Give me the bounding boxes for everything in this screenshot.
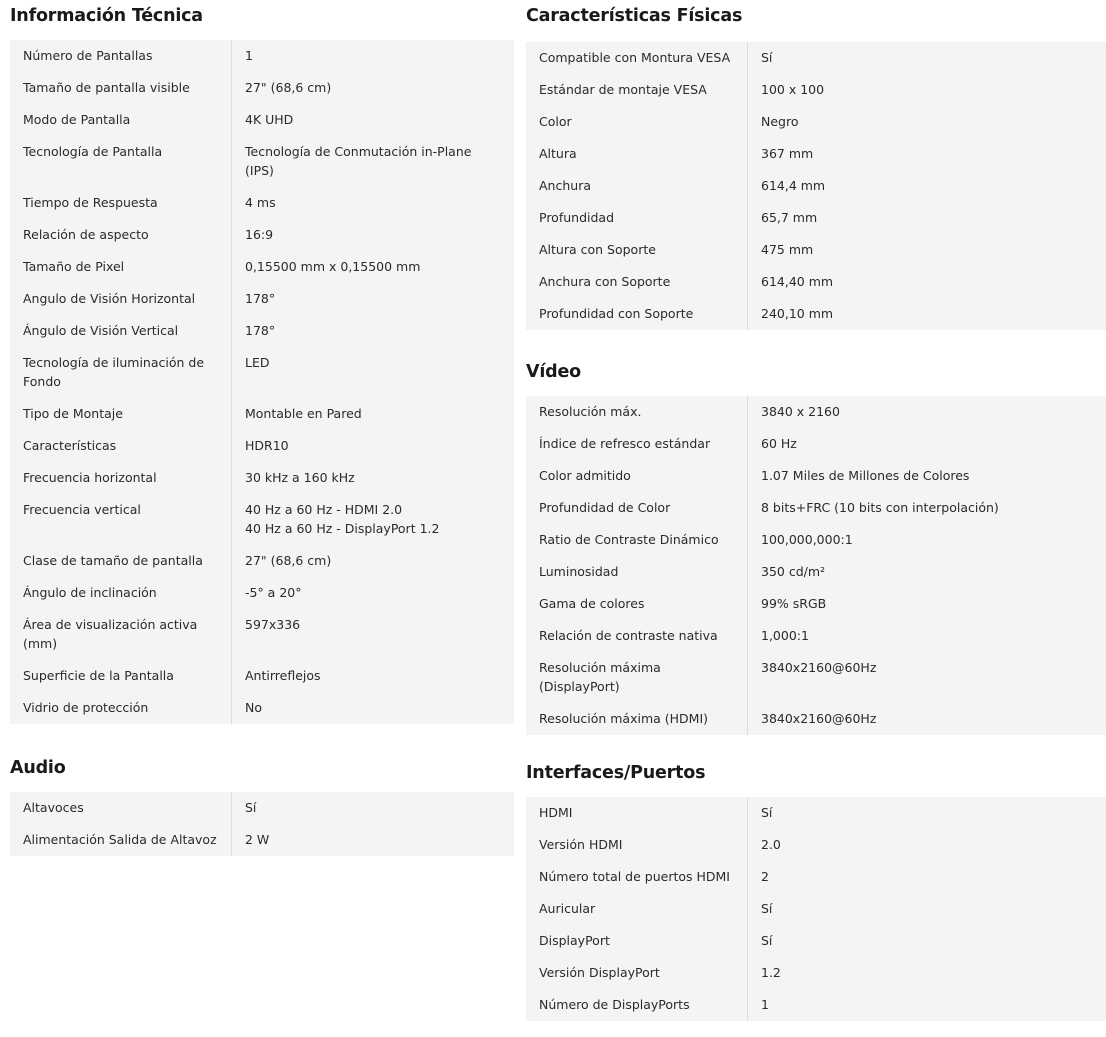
spec-label: Ángulo de Visión Vertical [10, 315, 232, 347]
spec-label: Tiempo de Respuesta [10, 187, 232, 219]
spec-value: -5° a 20° [245, 585, 302, 600]
spec-table [526, 42, 1106, 330]
spec-value: Sí [245, 800, 257, 815]
spec-row [10, 824, 514, 856]
section-audio [10, 752, 514, 856]
spec-value: 597x336 [245, 617, 301, 632]
spec-row [526, 460, 1106, 492]
spec-value: 3840 x 2160 [761, 404, 840, 419]
spec-label: Altavoces [10, 792, 232, 824]
spec-row [10, 347, 514, 398]
spec-label: Altura [526, 138, 748, 170]
spec-row [10, 577, 514, 609]
spec-label: Ratio de Contraste Dinámico [526, 524, 748, 556]
section-interfaces-puertos [526, 757, 1106, 1021]
spec-value: 4 ms [245, 195, 276, 210]
spec-value: 60 Hz [761, 436, 797, 451]
spec-value: 100 x 100 [761, 82, 825, 97]
spec-label: Auricular [526, 893, 748, 925]
spec-row [10, 430, 514, 462]
spec-value: 2.0 [761, 837, 781, 852]
spec-table [526, 797, 1106, 1021]
spec-value: 3840x2160@60Hz [761, 660, 877, 675]
spec-row [10, 72, 514, 104]
spec-label: Resolución máx. [526, 396, 748, 428]
spec-label: Área de visualización activa (mm) [10, 609, 232, 660]
spec-table [526, 396, 1106, 735]
section-title: Vídeo [526, 362, 581, 382]
spec-row [10, 545, 514, 577]
spec-value: Sí [761, 901, 773, 916]
spec-row [526, 106, 1106, 138]
spec-row [526, 42, 1106, 74]
spec-row [526, 829, 1106, 861]
spec-label: Relación de contraste nativa [526, 620, 748, 652]
spec-row [526, 202, 1106, 234]
spec-value: 8 bits+FRC (10 bits con interpolación) [761, 500, 999, 515]
spec-label: Vidrio de protección [10, 692, 232, 724]
spec-label: Tipo de Montaje [10, 398, 232, 430]
section-title: Interfaces/Puertos [526, 763, 706, 783]
spec-label: Versión DisplayPort [526, 957, 748, 989]
spec-value: Sí [761, 50, 773, 65]
spec-value: 240,10 mm [761, 306, 834, 321]
spec-label: Profundidad [526, 202, 748, 234]
spec-row [526, 396, 1106, 428]
spec-value: 100,000,000:1 [761, 532, 853, 547]
spec-label: Índice de refresco estándar [526, 428, 748, 460]
spec-value: 178° [245, 323, 276, 338]
spec-row [10, 283, 514, 315]
spec-row [526, 492, 1106, 524]
spec-value: 27" (68,6 cm) [245, 80, 332, 95]
spec-label: Frecuencia vertical [10, 494, 232, 545]
spec-row [10, 398, 514, 430]
spec-label: Gama de colores [526, 588, 748, 620]
spec-row [10, 136, 514, 187]
spec-value: 1.07 Miles de Millones de Colores [761, 468, 970, 483]
spec-value: HDR10 [245, 438, 289, 453]
spec-label: Resolución máxima (DisplayPort) [526, 652, 748, 703]
spec-label: Angulo de Visión Horizontal [10, 283, 232, 315]
spec-value: 3840x2160@60Hz [761, 711, 877, 726]
spec-label: Relación de aspecto [10, 219, 232, 251]
spec-value: 30 kHz a 160 kHz [245, 470, 355, 485]
spec-label: Tecnología de iluminación de Fondo [10, 347, 232, 398]
spec-value: Tecnología de Conmutación in-Plane (IPS) [245, 144, 472, 178]
spec-row [526, 588, 1106, 620]
section-title: Audio [10, 758, 66, 778]
spec-label: HDMI [526, 797, 748, 829]
spec-table [10, 792, 514, 856]
spec-label: Número de Pantallas [10, 40, 232, 72]
spec-row [526, 620, 1106, 652]
spec-value: 1,000:1 [761, 628, 809, 643]
spec-row [10, 251, 514, 283]
spec-row [526, 652, 1106, 703]
right-column [526, 0, 1106, 1021]
spec-row [10, 462, 514, 494]
spec-label: Tamaño de pantalla visible [10, 72, 232, 104]
spec-label: Estándar de montaje VESA [526, 74, 748, 106]
section-informacion-tecnica [10, 0, 514, 724]
spec-row [10, 315, 514, 347]
spec-value: 1 [245, 48, 253, 63]
spec-row [526, 298, 1106, 330]
spec-value: 2 [761, 869, 769, 884]
spec-row [10, 104, 514, 136]
spec-value: 178° [245, 291, 276, 306]
spec-value: LED [245, 355, 270, 370]
spec-table [10, 40, 514, 724]
spec-label: Color admitido [526, 460, 748, 492]
spec-row [10, 609, 514, 660]
spec-value: 1 [761, 997, 769, 1012]
spec-value: Antirreflejos [245, 668, 321, 683]
spec-row [526, 925, 1106, 957]
spec-value: No [245, 700, 262, 715]
spec-label: Número total de puertos HDMI [526, 861, 748, 893]
spec-value: Negro [761, 114, 799, 129]
spec-row [526, 989, 1106, 1021]
spec-row [526, 957, 1106, 989]
spec-row [10, 792, 514, 824]
spec-label: Tecnología de Pantalla [10, 136, 232, 187]
spec-value: 614,40 mm [761, 274, 834, 289]
spec-label: Profundidad de Color [526, 492, 748, 524]
spec-label: Superficie de la Pantalla [10, 660, 232, 692]
spec-label: Color [526, 106, 748, 138]
spec-label: Compatible con Montura VESA [526, 42, 748, 74]
spec-row [10, 219, 514, 251]
spec-value: 367 mm [761, 146, 814, 161]
spec-value: 40 Hz a 60 Hz - HDMI 2.0 40 Hz a 60 Hz - DisplayPort 1.2 [245, 502, 440, 536]
spec-row [10, 187, 514, 219]
spec-label: Número de DisplayPorts [526, 989, 748, 1021]
spec-value: 350 cd/m² [761, 564, 826, 579]
section-title: Información Técnica [10, 6, 203, 26]
spec-row [10, 40, 514, 72]
spec-row [526, 703, 1106, 735]
spec-label: DisplayPort [526, 925, 748, 957]
spec-label: Anchura con Soporte [526, 266, 748, 298]
spec-row [526, 428, 1106, 460]
spec-value: 16:9 [245, 227, 274, 242]
spec-value: Montable en Pared [245, 406, 362, 421]
spec-label: Luminosidad [526, 556, 748, 588]
spec-value: 4K UHD [245, 112, 294, 127]
spec-row [526, 74, 1106, 106]
section-title: Características Físicas [526, 6, 743, 26]
spec-value: 99% sRGB [761, 596, 827, 611]
spec-label: Tamaño de Pixel [10, 251, 232, 283]
section-video [526, 356, 1106, 735]
spec-row [526, 797, 1106, 829]
spec-label: Modo de Pantalla [10, 104, 232, 136]
spec-label: Frecuencia horizontal [10, 462, 232, 494]
spec-row [526, 556, 1106, 588]
spec-label: Ángulo de inclinación [10, 577, 232, 609]
spec-value: Sí [761, 805, 773, 820]
left-column [10, 0, 514, 856]
spec-row [526, 861, 1106, 893]
spec-value: 614,4 mm [761, 178, 826, 193]
spec-row [526, 170, 1106, 202]
spec-row [526, 234, 1106, 266]
spec-row [526, 524, 1106, 556]
spec-value: 1.2 [761, 965, 781, 980]
spec-label: Altura con Soporte [526, 234, 748, 266]
spec-row [10, 660, 514, 692]
spec-label: Resolución máxima (HDMI) [526, 703, 748, 735]
section-caracteristicas-fisicas [526, 0, 1106, 330]
spec-value: 475 mm [761, 242, 814, 257]
spec-row [526, 138, 1106, 170]
spec-value: 2 W [245, 832, 270, 847]
spec-label: Clase de tamaño de pantalla [10, 545, 232, 577]
spec-label: Anchura [526, 170, 748, 202]
spec-value: Sí [761, 933, 773, 948]
spec-value: 0,15500 mm x 0,15500 mm [245, 259, 421, 274]
spec-row [10, 692, 514, 724]
spec-label: Características [10, 430, 232, 462]
spec-label: Profundidad con Soporte [526, 298, 748, 330]
spec-value: 27" (68,6 cm) [245, 553, 332, 568]
spec-label: Alimentación Salida de Altavoz [10, 824, 232, 856]
spec-label: Versión HDMI [526, 829, 748, 861]
spec-value: 65,7 mm [761, 210, 818, 225]
spec-row [526, 893, 1106, 925]
spec-row [10, 494, 514, 545]
spec-row [526, 266, 1106, 298]
